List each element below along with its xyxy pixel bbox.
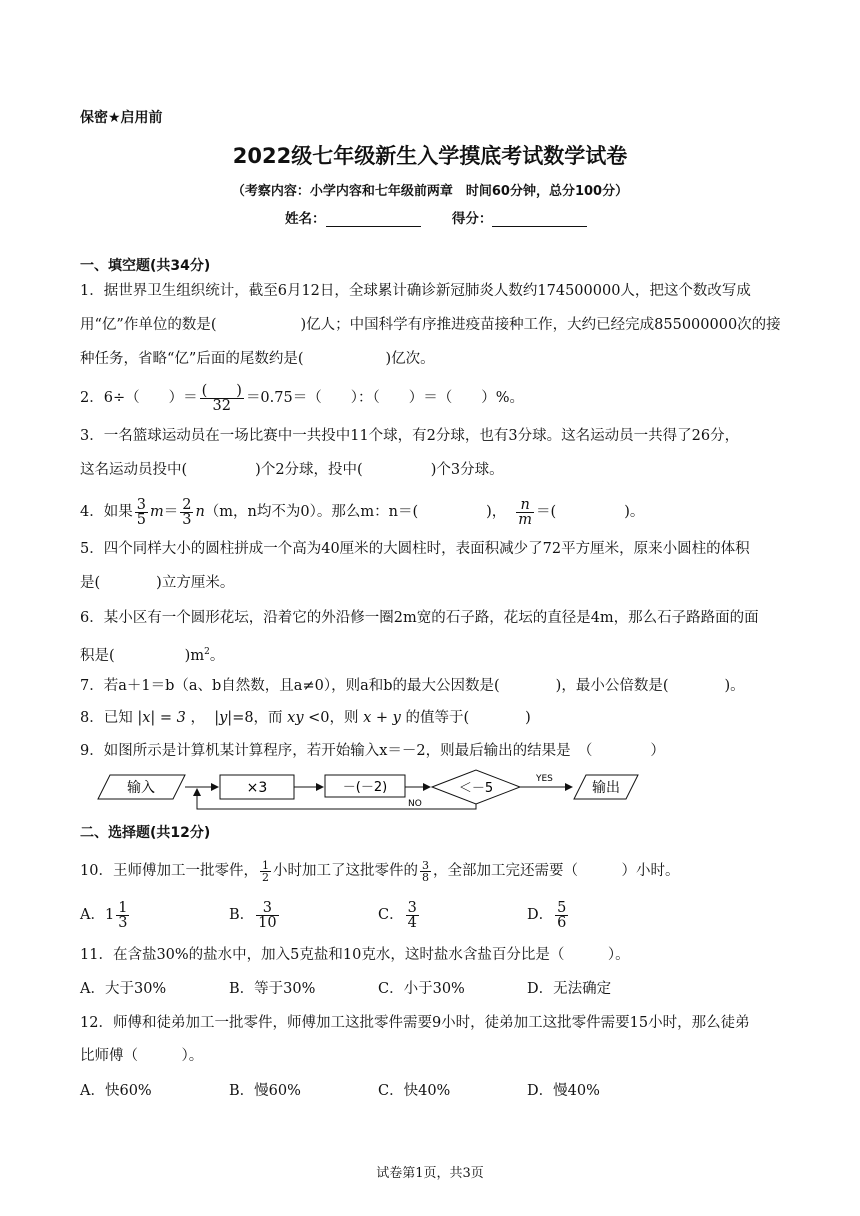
q12-option-d[interactable]: D．慢40% <box>527 1083 600 1099</box>
flow-no-label: NO <box>408 799 422 809</box>
q12-option-a[interactable]: A．快60% <box>80 1083 152 1099</box>
q11-option-d[interactable]: D．无法确定 <box>527 981 612 997</box>
question-1-line1: 1．据世界卫生组织统计，截至6月12日，全球累计确诊新冠肺炎人数约174500000人，把这个数改写成 <box>80 283 751 299</box>
section-heading-fill: 一、填空题(共34分) <box>80 258 211 274</box>
fraction-3-8: $\frac{3}{8}$ <box>421 858 429 884</box>
flow-times3-label: ×3 <box>246 780 268 796</box>
q10-option-c[interactable]: C． $\frac{3}{4}$ <box>378 899 417 931</box>
question-3-line1: 3．一名篮球运动员在一场比赛中一共投中11个球，有2分球，也有3分球。这名运动员一共得了26分， <box>80 428 740 444</box>
page-number: 试卷第1页，共3页 <box>376 1166 484 1181</box>
q11-option-c[interactable]: C．小于30% <box>378 981 465 997</box>
question-9: 9．如图所示是计算机某计算程序，若开始输入x＝－2，则最后输出的结果是 （ ） <box>80 743 665 759</box>
q10-option-d-fraction: $\frac{5}{6}$ <box>557 899 567 931</box>
score-label: 得分： <box>451 211 493 227</box>
question-2: 2．6÷（ ）＝ $\frac{( )}{32}$ ＝0.75＝（ ）：（ ）＝（ ）%。 <box>80 382 524 414</box>
flow-input-label: 输入 <box>127 780 155 796</box>
page-title: 2022级七年级新生入学摸底考试数学试卷 <box>232 144 628 168</box>
fraction-q2: $\frac{( )}{32}$ <box>201 382 242 414</box>
flow-yes-label: YES <box>536 774 553 784</box>
fraction-1-2: $\frac{1}{2}$ <box>261 858 269 884</box>
question-6-line2: 积是( )$m^2$。 <box>80 647 225 664</box>
question-4: 4．如果 $\frac{3}{5}$ m ＝ $\frac{2}{3}$ n （m，n均不为0）。那么m：n＝( )， $\frac{n}{m}$ ＝( )。 <box>80 496 645 528</box>
section-heading-choice: 二、选择题(共12分) <box>80 825 211 841</box>
flowchart <box>90 765 650 813</box>
question-1-line3: 种任务，省略“亿”后面的尾数约是( )亿次。 <box>80 351 435 367</box>
question-5-line2: 是( )立方厘米。 <box>80 575 235 591</box>
flow-minus-label: －(－2) <box>342 780 388 795</box>
q10-option-c-fraction: $\frac{3}{4}$ <box>407 899 417 931</box>
question-6-line1: 6．某小区有一个圆形花坛，沿着它的外沿修一圈2m宽的石子路，花坛的直径是4m，那么石子路路面的面 <box>80 610 759 626</box>
question-7: 7．若a＋1＝b（a、b自然数，且a≠0），则a和b的最大公因数是( )，最小公倍数是( )。 <box>80 678 745 694</box>
question-5-line1: 5．四个同样大小的圆柱拼成一个高为40厘米的大圆柱时，表面积减少了72平方厘米，原来小圆柱的体积 <box>80 541 750 557</box>
subtitle: （考察内容：小学内容和七年级前两章 时间60分钟，总分100分） <box>231 184 629 199</box>
q10-option-a-fraction: $\frac{1}{3}$ <box>118 899 128 931</box>
flow-condition-label: ＜－5 <box>458 781 494 796</box>
question-12-line1: 12．师傅和徒弟加工一批零件，师傅加工这批零件需要9小时，徒弟加工这批零件需要15小时，那么徒弟 <box>80 1015 750 1031</box>
q11-option-b[interactable]: B．等于30% <box>229 981 316 997</box>
q11-option-a[interactable]: A．大于30% <box>80 981 167 997</box>
question-10: 10．王师傅加工一批零件， $\frac{1}{2}$ 小时加工了这批零件的 $\frac{3}{8}$ ，全部加工完还需要（ ）小时。 <box>80 858 680 884</box>
q12-option-c[interactable]: C．快40% <box>378 1083 451 1099</box>
question-12-line2: 比师傅（ ）。 <box>80 1048 204 1064</box>
confidential-mark: 保密★启用前 <box>80 110 163 126</box>
question-11: 11．在含盐30%的盐水中，加入5克盐和10克水，这时盐水含盐百分比是（ ）。 <box>80 947 630 963</box>
fraction-3-5: $\frac{3}{5}$ <box>136 496 146 528</box>
q10-option-b[interactable]: B． $\frac{3}{10}$ <box>229 899 277 931</box>
q10-option-a[interactable]: A．1 $\frac{1}{3}$ <box>80 899 128 931</box>
q10-option-d[interactable]: D． $\frac{5}{6}$ <box>527 899 567 931</box>
name-field[interactable] <box>285 207 587 227</box>
q10-option-b-fraction: $\frac{3}{10}$ <box>258 899 277 931</box>
q12-option-b[interactable]: B．慢60% <box>229 1083 301 1099</box>
score-blank[interactable] <box>492 226 587 227</box>
question-3-line2: 这名运动员投中( )个2分球，投中( )个3分球。 <box>80 462 504 478</box>
name-label: 姓名： <box>285 211 326 227</box>
fraction-2-3: $\frac{2}{3}$ <box>182 496 192 528</box>
flow-output-label: 输出 <box>592 780 620 796</box>
question-1-line2: 用“亿”作单位的数是( )亿人；中国科学有序推进疫苗接种工作，大约已经完成855000000次的接 <box>80 317 781 333</box>
question-8: 8．已知 |x| = 3 ， |y|=8，而 xy <0，则 x + y 的值等于( ) <box>80 710 531 726</box>
fraction-n-m: $\frac{n}{m}$ <box>518 496 533 528</box>
name-blank[interactable] <box>326 226 421 227</box>
